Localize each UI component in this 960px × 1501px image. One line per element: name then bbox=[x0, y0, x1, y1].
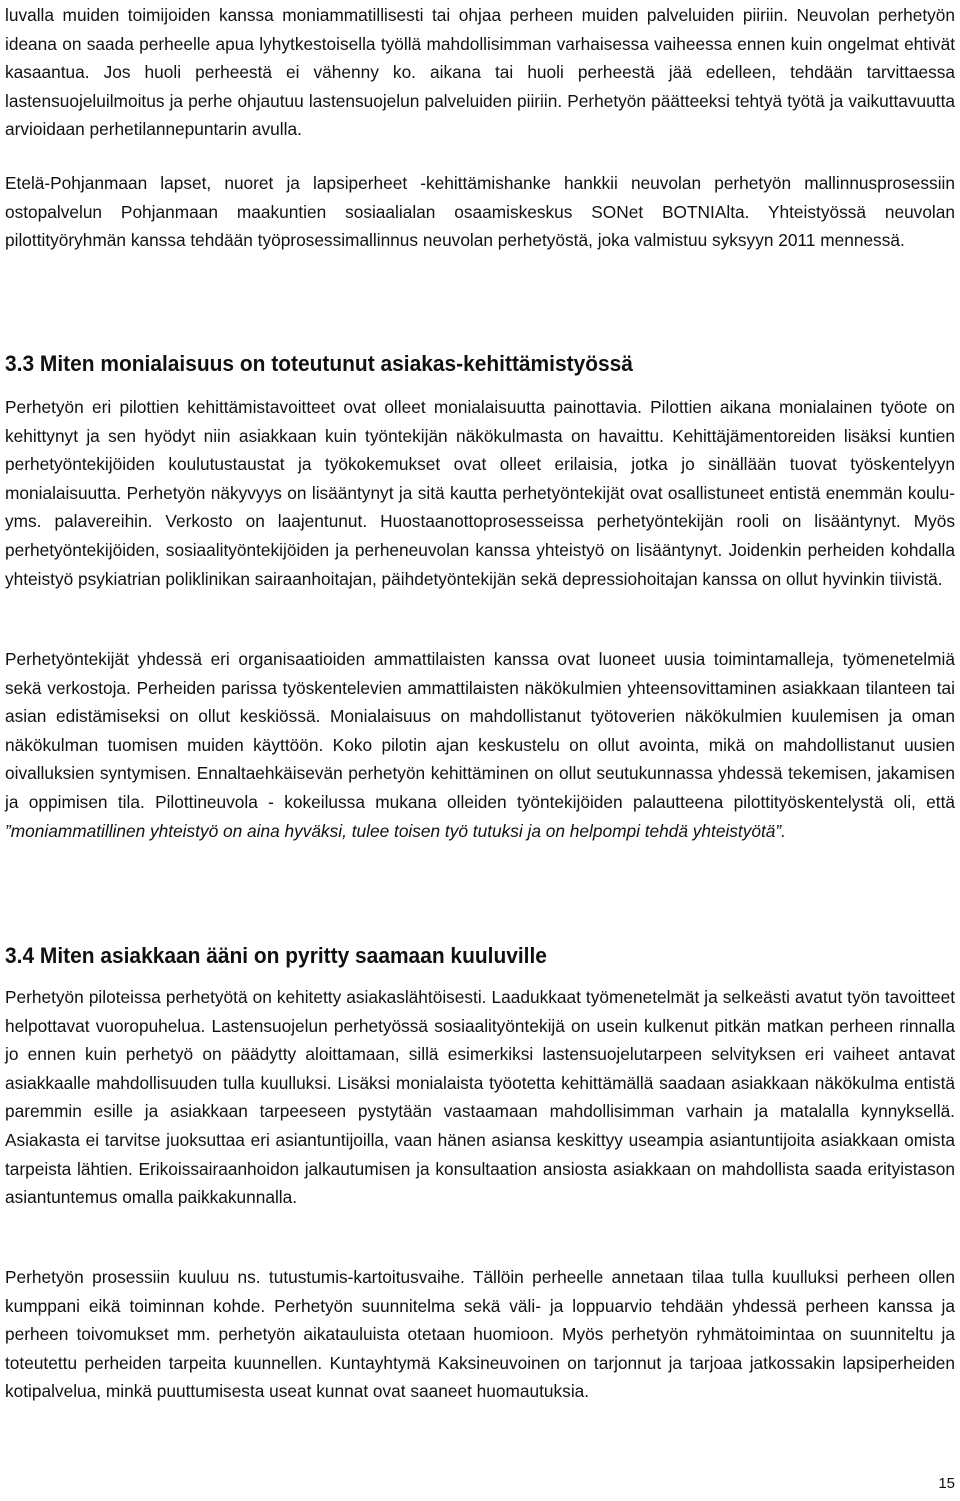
section-heading: 3.3 Miten monialaisuus on toteutunut asiakas-kehittämistyössä bbox=[5, 351, 633, 376]
paragraph bbox=[5, 645, 955, 845]
paragraph-text: Perhetyön eri pilottien kehittämistavoitteet ovat olleet monialaisuutta painottavia. Pilottien aikana monialainen työote on kehittynyt ja sen hyödyt niin asiakkaan kuin työntekijän näkökulmasta on havaittu. Kehittäjämentoreiden lisäksi kuntien perhetyöntekijöiden koulutustaustat ja työkokemukset ovat olleet erilaisia, jotka jo sinällään tuovat työskentelyyn monialaisuutta. Perhetyön näkyvyys on lisääntynyt ja sitä kautta perhetyöntekijät ovat osallistuneet entistä enemmän koulu- yms. palavereihin. Verkosto on laajentunut. Huostaanottoprosesseissa perhetyöntekijän rooli on lisääntynyt. Myös perhetyöntekijöiden, sosiaalityöntekijöiden ja perheneuvolan kanssa yhteistyö on lisääntynyt. Joidenkin perheiden kohdalla yhteistyö psykiatrian poliklinikan sairaanhoitajan, päihdetyöntekijän sekä depressiohoitajan kanssa on ollut hyvinkin tiivistä. bbox=[5, 397, 955, 589]
paragraph-text: Etelä-Pohjanmaan lapset, nuoret ja lapsiperheet -kehittämishanke hankkii neuvolan perhetyön mallinnusprosessiin ostopalvelun Pohjanmaan maakuntien sosiaalialan osaamiskeskus SONet BOTNIAlta. Yhteistyössä neuvolan pilottityöryhmän kanssa tehdään työprosessimallinnus neuvolan perhetyöstä, joka valmistuu syksyyn 2011 mennessä. bbox=[5, 173, 955, 251]
section-heading: 3.4 Miten asiakkaan ääni on pyritty saamaan kuuluville bbox=[5, 943, 547, 968]
paragraph-text: Perhetyöntekijät yhdessä eri organisaatioiden ammattilaisten kanssa ovat luoneet uusia toimintamalleja, työmenetelmiä sekä verkostoja. Perheiden parissa työskentelevien ammattilaisten näkökulmien yhteensovittaminen asiakkaan tilanteen tai asian edistämiseksi on ollut keskiössä. Monialaisuus on mahdollistanut työtoverien näkökulmien kuulemisen ja oman näkökulman tuomisen muiden käyttöön. Koko pilotin ajan keskustelu on ollut avointa, mikä on mahdollistanut uusien oivalluksien syntymisen. Ennaltaehkäisevän perhetyön kehittäminen on ollut seutukunnassa yhdessä tekemisen, jakamisen ja oppimisen tila. Pilottineuvola - kokeilussa mukana olleiden työntekijöiden palautteena pilottityöskentelystä oli, että bbox=[5, 649, 955, 812]
paragraph bbox=[5, 1263, 955, 1406]
paragraph bbox=[5, 169, 955, 255]
paragraph-text: Perhetyön prosessiin kuuluu ns. tutustumis-kartoitusvaihe. Tällöin perheelle annetaan tilaa tulla kuulluksi perheen ollen kumppani eikä toiminnan kohde. Perhetyön suunnitelma sekä väli- ja loppuarvio tehdään yhdessä perheen kanssa ja perheen toivomukset mm. perhetyön aikatauluista otetaan huomioon. Myös perhetyön ryhmätoimintaa on suunniteltu ja toteutettu perheiden tarpeita kuunnellen. Kuntayhtymä Kaksineuvoinen on tarjonnut ja tarjoaa jatkossakin lapsiperheiden kotipalvelua, minkä puuttumisesta useat kunnat ovat saaneet huomautuksia. bbox=[5, 1267, 955, 1402]
paragraph-text: luvalla muiden toimijoiden kanssa moniammatillisesti tai ohjaa perheen muiden palveluiden piiriin. Neuvolan perhetyön ideana on saada perheelle apua lyhytkestoisella työllä mahdollisimman varhaisessa vaiheessa ennen kuin ongelmat ehtivät kasaantua. Jos huoli perheestä ei vähenny ko. aikana tai huoli perheestä jää edelleen, tehdään tarvittaessa lastensuojeluilmoitus ja perhe ohjautuu lastensuojelun palveluiden piiriin. Perhetyön päätteeksi tehtyä työtä ja vaikuttavuutta arvioidaan perhetilannepuntarin avulla. bbox=[5, 5, 955, 140]
paragraph bbox=[5, 393, 955, 593]
paragraph bbox=[5, 1, 955, 144]
paragraph-text: Perhetyön piloteissa perhetyötä on kehitetty asiakaslähtöisesti. Laadukkaat työmenetelmät ja selkeästi avatut työn tavoitteet helpottavat vuoropuhelua. Lastensuojelun perhetyössä sosiaalityöntekijä on usein kulkenut pitkän matkan perheen rinnalla jo ennen kuin perhetyö on päädytty aloittamaan, sillä esimerkiksi lastensuojelutarpeen selvityksen eri vaiheet antavat asiakkaalle mahdollisuuden tulla kuulluksi. Lisäksi monialaista työotetta kehittämällä saadaan asiakkaan näkökulma entistä paremmin esille ja asiakkaan tarpeeseen pystytään vastaamaan mahdollisimman varhain ja matalalla kynnyksellä. Asiakasta ei tarvitse juoksuttaa eri asiantuntijoilla, vaan hänen asiansa keskittyy useampia asiantuntijoita asiakkaan omista tarpeista lähtien. Erikoissairaanhoidon jalkautumisen ja konsultaation ansiosta asiakkaan on mahdollista saada erityistason asiantuntemus omalla paikkakunnalla. bbox=[5, 987, 955, 1208]
page-number: 15 bbox=[938, 1475, 955, 1492]
paragraph bbox=[5, 983, 955, 1212]
italic-quote: ”moniammatillinen yhteistyö on aina hyväksi, tulee toisen työ tutuksi ja on helpompi tehdä yhteistyötä”. bbox=[5, 820, 786, 841]
